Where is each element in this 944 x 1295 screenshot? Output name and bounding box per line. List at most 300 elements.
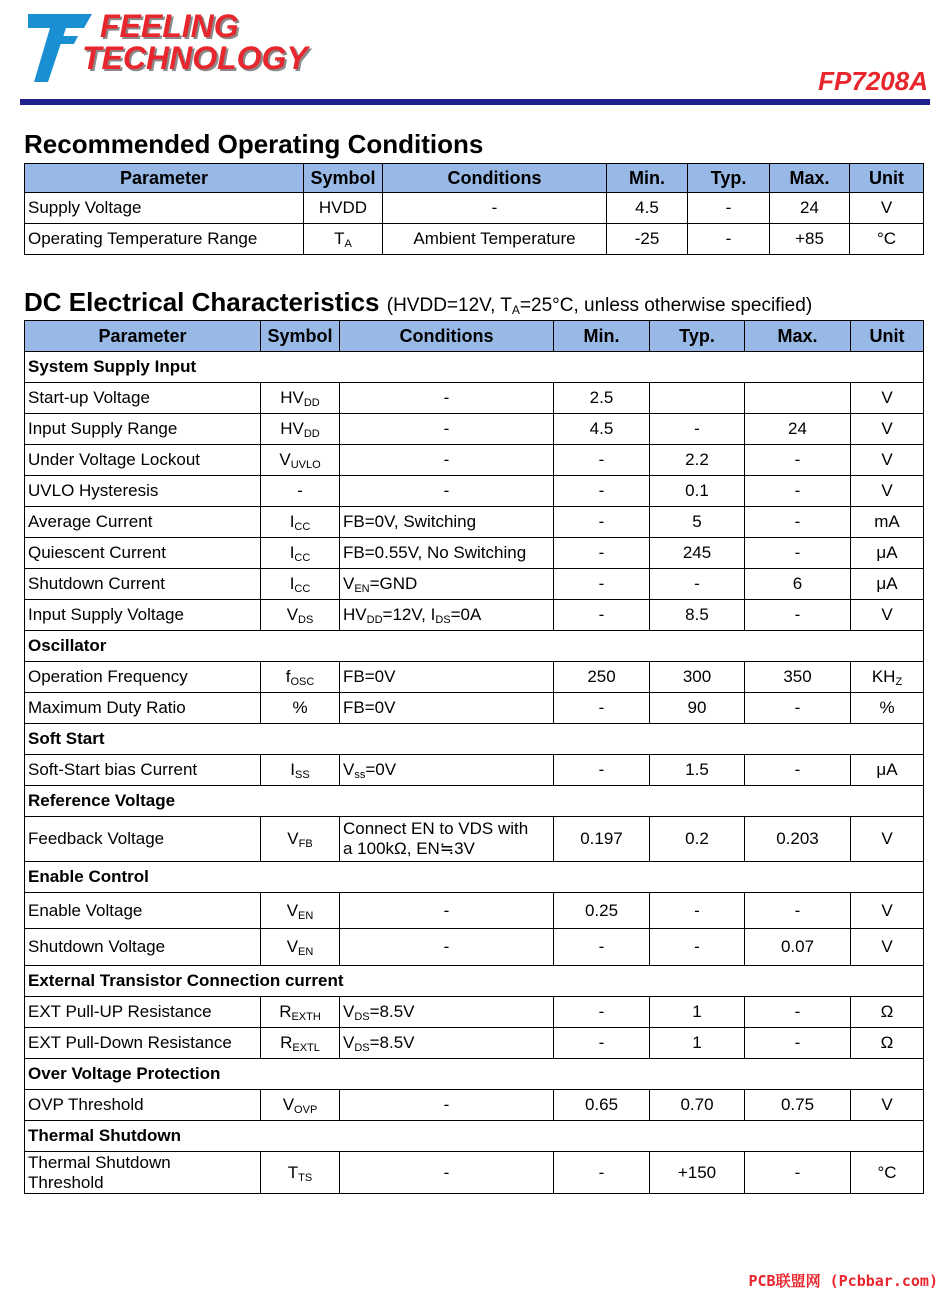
min-value: -	[598, 543, 605, 562]
typ-cell	[650, 569, 745, 600]
param-text: Shutdown Voltage	[28, 937, 166, 956]
min-cell	[554, 693, 650, 724]
symbol-cell	[261, 1028, 340, 1059]
param-text: Operating Temperature Range	[28, 229, 258, 248]
conditions-text: FB=0V	[343, 698, 396, 717]
symbol-subscript: SS	[295, 769, 310, 781]
group-label: External Transistor Connection current	[28, 971, 344, 990]
symbol-subscript: EXTL	[292, 1042, 320, 1054]
table-row	[25, 817, 924, 862]
symbol-cell	[261, 383, 340, 414]
symbol-cell	[261, 997, 340, 1028]
conditions-text: V	[343, 1033, 355, 1052]
conditions-text: -	[443, 937, 450, 956]
param-text: Soft-Start bias Current	[28, 760, 198, 779]
column-header: Typ.	[650, 321, 745, 352]
symbol-cell	[261, 600, 340, 631]
column-header: Unit	[851, 321, 924, 352]
watermark: PCB联盟网 (Pcbbar.com)	[748, 1272, 938, 1290]
min-cell	[554, 662, 650, 693]
group-label-cell	[25, 1059, 924, 1090]
param-text: EXT Pull-UP Resistance	[28, 1002, 212, 1021]
table-row	[25, 383, 924, 414]
conditions-subscript: DS	[435, 614, 451, 626]
symbol-text: f	[285, 667, 291, 686]
conditions-text: -	[443, 1095, 450, 1114]
conditions-cell	[340, 600, 554, 631]
header-divider	[20, 99, 930, 105]
param-cell	[25, 224, 304, 255]
conditions-text: -	[443, 419, 450, 438]
typ-value: -	[694, 900, 700, 920]
table-row	[25, 193, 924, 224]
conditions-cell	[340, 997, 554, 1028]
symbol-text: V	[286, 937, 299, 956]
roc-title: Recommended Operating Conditions	[24, 129, 484, 159]
max-value: -	[794, 481, 801, 500]
param-cell	[25, 476, 261, 507]
min-cell	[554, 383, 650, 414]
group-row	[25, 786, 924, 817]
min-value: -	[598, 574, 605, 593]
conditions-text: -	[443, 388, 450, 407]
group-row	[25, 862, 924, 893]
min-value: 0.197	[580, 829, 623, 848]
unit-text: V	[881, 829, 893, 848]
typ-value: -	[694, 937, 700, 956]
min-value: -	[598, 698, 605, 717]
logo-text-line1: FEELING	[100, 8, 239, 44]
unit-text: °C	[877, 1162, 897, 1182]
max-value: -	[794, 1162, 801, 1182]
column-header: Conditions	[383, 164, 607, 193]
param-cell	[25, 893, 261, 929]
conditions-cell	[340, 538, 554, 569]
max-cell	[745, 414, 851, 445]
symbol-subscript: CC	[294, 521, 311, 533]
typ-cell	[650, 1028, 745, 1059]
param-cell	[25, 817, 261, 862]
min-value: -	[598, 760, 605, 779]
group-label-cell	[25, 966, 924, 997]
typ-value: 5	[692, 512, 702, 531]
symbol-subscript: DS	[298, 614, 314, 626]
conditions-text: -	[443, 450, 450, 469]
max-value: 6	[792, 574, 803, 593]
param-text: EXT Pull-Down Resistance	[28, 1033, 232, 1052]
param-text: Shutdown Current	[28, 574, 166, 593]
min-cell	[554, 929, 650, 966]
param-text: Under Voltage Lockout	[28, 450, 201, 469]
min-cell	[554, 538, 650, 569]
company-logo	[26, 6, 336, 82]
unit-text: V	[881, 605, 893, 624]
symbol-subscript: DD	[303, 397, 320, 409]
conditions-cell	[340, 1152, 554, 1194]
table-row	[25, 997, 924, 1028]
conditions-text: =12V, I	[382, 605, 436, 624]
group-label-cell	[25, 352, 924, 383]
column-header: Min.	[554, 321, 650, 352]
typ-cell	[650, 445, 745, 476]
conditions-text: =0A	[450, 605, 482, 624]
symbol-subscript: A	[344, 238, 352, 250]
group-row	[25, 1121, 924, 1152]
max-value: -	[794, 450, 801, 469]
typ-cell	[650, 755, 745, 786]
param-cell	[25, 383, 261, 414]
table-row	[25, 600, 924, 631]
typ-value: 0.2	[685, 829, 709, 848]
max-value: -	[794, 605, 801, 624]
min-cell	[554, 817, 650, 862]
typ-cell	[650, 693, 745, 724]
typ-cell	[650, 1090, 745, 1121]
typ-cell	[650, 600, 745, 631]
symbol-subscript: OVP	[294, 1104, 318, 1116]
unit-text: Ω	[880, 1002, 894, 1021]
part-number: FP7208A	[818, 66, 928, 96]
param-text: Input Supply Voltage	[28, 605, 184, 624]
table-row	[25, 693, 924, 724]
conditions-subscript: DS	[354, 1011, 370, 1023]
typ-cell	[650, 817, 745, 862]
symbol-subscript: OSC	[290, 676, 315, 688]
unit-text: Ω	[880, 1033, 894, 1052]
group-label-cell	[25, 631, 924, 662]
conditions-text: V	[343, 760, 355, 779]
unit-cell	[851, 693, 924, 724]
cond-text: -	[491, 198, 498, 217]
conditions-subscript: DS	[354, 1042, 370, 1054]
symbol-cell	[261, 929, 340, 966]
group-label: Reference Voltage	[28, 791, 176, 810]
table-row	[25, 1152, 924, 1194]
column-header: Symbol	[304, 164, 383, 193]
min-text: 4.5	[635, 198, 659, 217]
min-cell	[554, 414, 650, 445]
symbol-subscript: EXTH	[291, 1011, 321, 1023]
symbol-text: V	[287, 829, 299, 848]
symbol-cell	[261, 414, 340, 445]
symbol-cell	[261, 445, 340, 476]
max-cell	[745, 1028, 851, 1059]
unit-text: °C	[876, 229, 897, 248]
typ-cell	[650, 893, 745, 929]
param-cell	[25, 1090, 261, 1121]
min-cell	[607, 193, 688, 224]
symbol-cell	[261, 476, 340, 507]
conditions-cell	[340, 662, 554, 693]
max-cell	[745, 507, 851, 538]
unit-text: μA	[876, 760, 898, 779]
param-cell	[25, 507, 261, 538]
conditions-text: FB=0.55V, No Switching	[343, 543, 527, 562]
unit-cell	[851, 929, 924, 966]
max-cell	[745, 538, 851, 569]
dc-header-row	[25, 321, 924, 352]
param-cell	[25, 662, 261, 693]
column-header: Conditions	[340, 321, 554, 352]
conditions-text: -	[443, 481, 450, 500]
column-header: Typ.	[688, 164, 770, 193]
param-cell	[25, 1028, 261, 1059]
group-label-cell	[25, 786, 924, 817]
param-text-line2: Threshold	[28, 1172, 104, 1192]
typ-cell	[650, 383, 745, 414]
min-cell	[554, 1152, 650, 1194]
param-cell	[25, 755, 261, 786]
symbol-text: R	[280, 1033, 293, 1052]
table-row	[25, 1028, 924, 1059]
conditions-cell	[340, 693, 554, 724]
unit-text: V	[881, 937, 893, 956]
symbol-cell	[261, 507, 340, 538]
min-value: -	[598, 512, 605, 531]
max-value: 350	[783, 667, 812, 686]
min-text: -25	[634, 229, 660, 248]
param-text: Average Current	[28, 512, 153, 531]
unit-cell	[850, 224, 924, 255]
max-text: +85	[795, 229, 824, 248]
max-cell	[745, 476, 851, 507]
group-row	[25, 631, 924, 662]
symbol-subscript: TS	[298, 1171, 313, 1184]
min-value: -	[598, 1002, 605, 1021]
max-cell	[745, 1152, 851, 1194]
min-cell	[554, 600, 650, 631]
unit-cell	[851, 569, 924, 600]
dc-subtitle-part1: (HVDD=12V, T	[386, 295, 512, 316]
param-text: Operation Frequency	[28, 667, 188, 686]
conditions-text: HV	[343, 605, 367, 624]
symbol-subscript: CC	[294, 583, 311, 595]
typ-value: -	[694, 419, 700, 438]
dc-subtitle-sub: A	[511, 303, 520, 317]
unit-text: μA	[876, 574, 898, 593]
max-value: -	[794, 760, 801, 779]
max-value: -	[794, 900, 801, 920]
max-cell	[745, 817, 851, 862]
min-value: -	[598, 937, 605, 956]
symbol-cell	[304, 193, 383, 224]
param-text: Supply Voltage	[28, 198, 142, 217]
unit-cell	[851, 414, 924, 445]
symbol-text: HV	[280, 419, 304, 438]
symbol-text: V	[279, 450, 291, 469]
max-cell	[745, 755, 851, 786]
unit-cell	[851, 600, 924, 631]
unit-text: V	[880, 198, 893, 217]
typ-cell	[650, 507, 745, 538]
symbol-text: T	[287, 1162, 299, 1182]
conditions-cell	[340, 1028, 554, 1059]
typ-cell	[650, 538, 745, 569]
typ-cell	[650, 414, 745, 445]
table-row	[25, 569, 924, 600]
conditions-text: =0V	[365, 760, 397, 779]
param-cell	[25, 693, 261, 724]
min-cell	[554, 1090, 650, 1121]
roc-header-row	[25, 164, 924, 193]
symbol-cell	[261, 1090, 340, 1121]
table-row	[25, 476, 924, 507]
unit-cell	[851, 817, 924, 862]
unit-cell	[851, 755, 924, 786]
symbol-text: V	[286, 605, 299, 624]
max-value: -	[794, 512, 801, 531]
min-value: 0.65	[584, 1095, 619, 1114]
max-value: 24	[788, 419, 807, 438]
symbol-text: -	[297, 481, 303, 500]
min-cell	[554, 755, 650, 786]
group-label-cell	[25, 862, 924, 893]
column-header: Parameter	[25, 321, 261, 352]
max-cell	[770, 193, 850, 224]
conditions-cell	[340, 507, 554, 538]
max-value: -	[794, 543, 801, 562]
column-header: Parameter	[25, 164, 304, 193]
param-text: Feedback Voltage	[28, 829, 165, 848]
typ-cell	[650, 1152, 745, 1194]
symbol-subscript: EN	[298, 909, 314, 922]
table-row	[25, 1090, 924, 1121]
unit-text: V	[881, 1095, 893, 1114]
typ-cell	[688, 224, 770, 255]
cond-text: Ambient Temperature	[413, 229, 576, 248]
symbol-subscript: UVLO	[290, 459, 321, 471]
param-cell	[25, 538, 261, 569]
symbol-subscript: FB	[298, 838, 313, 850]
symbol-cell	[261, 662, 340, 693]
unit-cell	[851, 1090, 924, 1121]
unit-cell	[851, 997, 924, 1028]
symbol-cell	[261, 693, 340, 724]
max-cell	[745, 600, 851, 631]
table-row	[25, 662, 924, 693]
max-cell	[745, 929, 851, 966]
table-row	[25, 538, 924, 569]
table-row	[25, 893, 924, 929]
conditions-cell	[340, 569, 554, 600]
typ-value: 8.5	[685, 605, 709, 624]
param-text: Start-up Voltage	[28, 388, 150, 407]
min-cell	[554, 893, 650, 929]
min-cell	[554, 507, 650, 538]
symbol-subscript: DD	[303, 428, 320, 440]
param-text: Maximum Duty Ratio	[28, 698, 186, 717]
symbol-text: V	[286, 900, 299, 920]
typ-value: -	[694, 574, 700, 593]
group-label-cell	[25, 1121, 924, 1152]
param-text: UVLO Hysteresis	[28, 481, 159, 500]
unit-text: V	[881, 450, 893, 469]
min-cell	[554, 997, 650, 1028]
unit-subscript: Z	[895, 676, 903, 688]
symbol-cell	[261, 893, 340, 929]
symbol-text: V	[282, 1095, 295, 1114]
conditions-cell	[340, 1090, 554, 1121]
unit-text: V	[881, 419, 893, 438]
dc-title-main: DC Electrical Characteristics	[24, 287, 380, 317]
conditions-subscript: DD	[366, 614, 383, 626]
unit-cell	[851, 538, 924, 569]
max-cell	[745, 569, 851, 600]
group-label: Enable Control	[28, 867, 149, 886]
max-cell	[770, 224, 850, 255]
typ-value: 0.1	[685, 481, 709, 500]
symbol-text: I	[289, 512, 295, 531]
table-row	[25, 929, 924, 966]
conditions-cell	[340, 755, 554, 786]
min-value: 250	[587, 667, 616, 686]
symbol-subscript: EN	[298, 946, 314, 958]
param-text: OVP Threshold	[28, 1095, 144, 1114]
unit-text: KH	[871, 667, 896, 686]
typ-cell	[650, 662, 745, 693]
unit-cell	[850, 193, 924, 224]
group-label: Thermal Shutdown	[28, 1126, 181, 1145]
table-row	[25, 507, 924, 538]
param-cell	[25, 1152, 261, 1194]
group-row	[25, 724, 924, 755]
column-header: Unit	[850, 164, 924, 193]
dc-subtitle-part2: =25°C, unless otherwise specified)	[519, 295, 813, 316]
symbol-cell	[261, 755, 340, 786]
param-text: Enable Voltage	[28, 900, 143, 920]
unit-cell	[851, 1028, 924, 1059]
symbol-cell	[261, 569, 340, 600]
group-row	[25, 352, 924, 383]
typ-cell	[650, 476, 745, 507]
conditions-cell	[340, 445, 554, 476]
conditions-text: =8.5V	[369, 1002, 415, 1021]
conditions-text: =8.5V	[369, 1033, 415, 1052]
conditions-cell	[340, 476, 554, 507]
unit-cell	[851, 893, 924, 929]
unit-cell	[851, 476, 924, 507]
unit-cell	[851, 383, 924, 414]
param-cell	[25, 929, 261, 966]
dc-subtitle	[387, 295, 812, 316]
max-cell	[745, 893, 851, 929]
typ-text: -	[725, 198, 732, 217]
min-cell	[554, 1028, 650, 1059]
max-value: 0.203	[776, 829, 819, 848]
symbol-cell	[261, 1152, 340, 1194]
group-label: System Supply Input	[28, 357, 197, 376]
typ-cell	[688, 193, 770, 224]
typ-value: 300	[682, 667, 712, 686]
conditions-line1: Connect EN to VDS with	[343, 819, 529, 838]
typ-value: 2.2	[685, 450, 709, 469]
param-text: Input Supply Range	[28, 419, 178, 438]
symbol-text: I	[290, 760, 296, 779]
max-cell	[745, 997, 851, 1028]
min-value: -	[598, 605, 605, 624]
max-value: -	[794, 1033, 801, 1052]
symbol-text: R	[279, 1002, 292, 1021]
min-cell	[554, 445, 650, 476]
min-value: 0.25	[584, 900, 619, 920]
unit-text: V	[881, 481, 893, 500]
min-cell	[554, 569, 650, 600]
min-value: 2.5	[589, 388, 614, 407]
conditions-text: V	[343, 574, 355, 593]
typ-value: 1	[692, 1002, 702, 1021]
param-cell	[25, 414, 261, 445]
unit-cell	[851, 445, 924, 476]
